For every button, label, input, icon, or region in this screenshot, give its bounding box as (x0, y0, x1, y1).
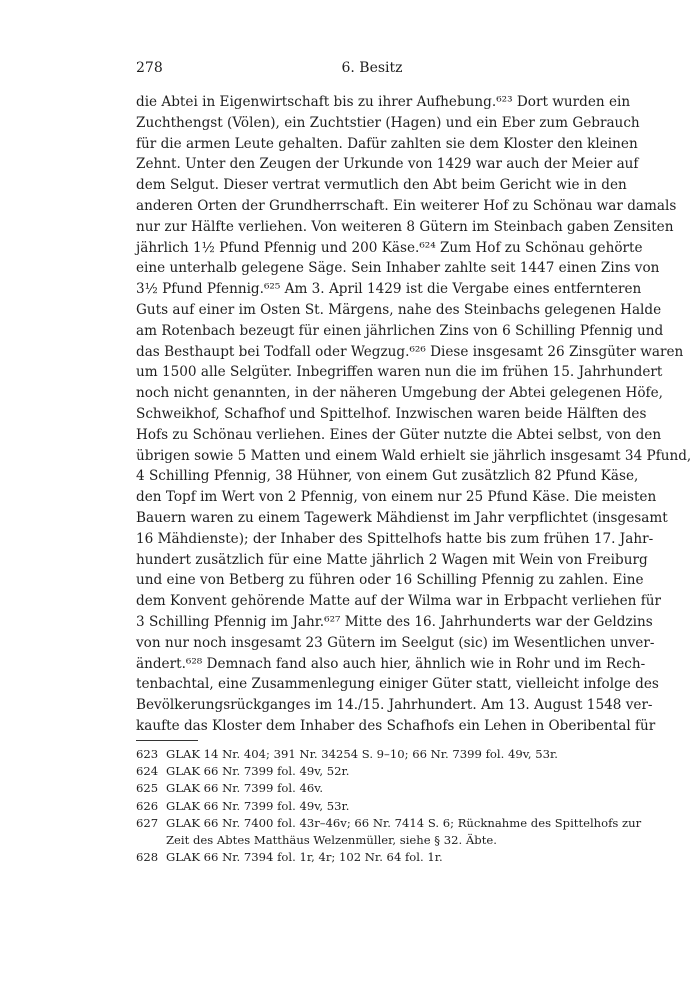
body-line: Hofs zu Schönau verliehen. Eines der Güter nutzte die Abtei selbst, von den (136, 426, 662, 443)
body-line: von nur noch insgesamt 23 Gütern im Seelgut (sic) im Wesentlichen unver- (136, 634, 655, 651)
body-line: am Rotenbach bezeugt für einen jährlichen Zins von 6 Schilling Pfennig und (136, 322, 664, 339)
page-header (136, 60, 608, 82)
body-line: die Abtei in Eigenwirtschaft bis zu ihrer Aufhebung.⁶²³ Dort wurden ein (136, 94, 631, 110)
body-line: für die armen Leute gehalten. Dafür zahlten sie dem Kloster den kleinen (136, 135, 638, 152)
footnote-number: 623 (136, 747, 159, 761)
footnote-number: 624 (136, 764, 159, 779)
footnote-number: 628 (136, 850, 159, 865)
footnotes (136, 746, 642, 866)
body-line: 3½ Pfund Pfennig.⁶²⁵ Am 3. April 1429 ist die Vergabe eines entfernteren (136, 281, 642, 298)
body-line: tenbachtal, eine Zusammenlegung einiger Güter statt, vielleicht infolge des (136, 676, 659, 693)
body-line: Guts auf einer im Osten St. Märgens, nahe des Steinbachs gelegenen Halde (136, 301, 662, 318)
body-line: um 1500 alle Selgüter. Inbegriffen waren nun die im frühen 15. Jahrhundert (136, 364, 663, 381)
footnote-number: 626 (136, 798, 159, 813)
body-line: Zuchthengst (Völen), ein Zuchtstier (Hagen) und ein Eber zum Gebrauch (136, 114, 640, 131)
footnote (136, 832, 608, 849)
footnote (136, 763, 608, 780)
body-line: dem Konvent gehörende Matte auf der Wilma war in Erbpacht verliehen für (136, 593, 662, 610)
body-line: hundert zusätzlich für eine Matte jährlich 2 Wagen mit Wein von Freiburg (136, 551, 648, 568)
body-line: anderen Orten der Grundherrschaft. Ein weiterer Hof zu Schönau war damals (136, 197, 677, 214)
footnote-number: 625 (136, 781, 159, 796)
footnote-text: GLAK 66 Nr. 7399 fol. 46v. (166, 781, 324, 796)
body-line: jährlich 1½ Pfund Pfennig und 200 Käse.⁶²⁴ Zum Hof zu Schönau gehörte (136, 239, 643, 256)
footnote-divider (136, 740, 198, 741)
footnote-number: 627 (136, 815, 159, 830)
footnote-text: GLAK 14 Nr. 404; 391 Nr. 34254 S. 9–10; 66 Nr. 7399 fol. 49v, 53r. (166, 747, 558, 761)
body-text (136, 92, 692, 737)
footnote-text: GLAK 66 Nr. 7394 fol. 1r, 4r; 102 Nr. 64 fol. 1r. (166, 850, 443, 865)
footnote (136, 815, 642, 832)
body-line: und eine von Betberg zu führen oder 16 Schilling Pfennig zu zahlen. Eine (136, 572, 644, 589)
body-line: 16 Mähdienste); der Inhaber des Spittelhofs hatte bis zum frühen 17. Jahr- (136, 530, 654, 547)
body-line: noch nicht genannten, in der näheren Umgebung der Abtei gelegenen Höfe, (136, 385, 663, 402)
body-line: Bauern waren zu einem Tagewerk Mähdienst im Jahr verpflichtet (insgesamt (136, 509, 668, 526)
body-line: nur zur Hälfte verliehen. Von weiteren 8 Gütern im Steinbach gaben Zensiten (136, 218, 674, 235)
footnote-text: GLAK 66 Nr. 7399 fol. 49v, 53r. (166, 798, 350, 813)
body-line: den Topf im Wert von 2 Pfennig, von einem nur 25 Pfund Käse. Die meisten (136, 489, 657, 506)
running-head: 6. Besitz (341, 60, 403, 76)
footnote-text: Zeit des Abtes Matthäus Welzenmüller, siehe § 32. Äbte. (166, 833, 497, 848)
body-line: Schweikhof, Schafhof und Spittelhof. Inzwischen waren beide Hälften des (136, 405, 647, 422)
footnote (136, 798, 608, 815)
body-line: ändert.⁶²⁸ Demnach fand also auch hier, ähnlich wie in Rohr und im Rech- (136, 655, 646, 672)
footnote-text: GLAK 66 Nr. 7400 fol. 43r–46v; 66 Nr. 7414 S. 6; Rücknahme des Spittelhofs zur (166, 815, 642, 830)
body-line: übrigen sowie 5 Matten und einem Wald erhielt sie jährlich insgesamt 34 Pfund, (136, 447, 692, 464)
page-number: 278 (136, 60, 163, 76)
footnote-text: GLAK 66 Nr. 7399 fol. 49v, 52r. (166, 764, 350, 779)
body-line: Zehnt. Unter den Zeugen der Urkunde von 1429 war auch der Meier auf (136, 156, 639, 173)
body-line: 3 Schilling Pfennig im Jahr.⁶²⁷ Mitte des 16. Jahrhunderts war der Geldzins (136, 613, 653, 630)
footnote (136, 780, 608, 797)
body-line: dem Selgut. Dieser vertrat vermutlich den Abt beim Gericht wie in den (136, 177, 627, 194)
footnote (136, 746, 608, 763)
body-line: das Besthaupt bei Todfall oder Wegzug.⁶²⁶ Diese insgesamt 26 Zinsgüter waren (136, 343, 684, 360)
body-line: Bevölkerungsrückganges im 14./15. Jahrhundert. Am 13. August 1548 ver- (136, 697, 653, 714)
body-line: eine unterhalb gelegene Säge. Sein Inhaber zahlte seit 1447 einen Zins von (136, 260, 660, 277)
body-line: kaufte das Kloster dem Inhaber des Schafhofs ein Lehen in Oberibental für (136, 717, 656, 734)
body-line: 4 Schilling Pfennig, 38 Hühner, von einem Gut zusätzlich 82 Pfund Käse, (136, 468, 639, 485)
footnote (136, 849, 608, 866)
